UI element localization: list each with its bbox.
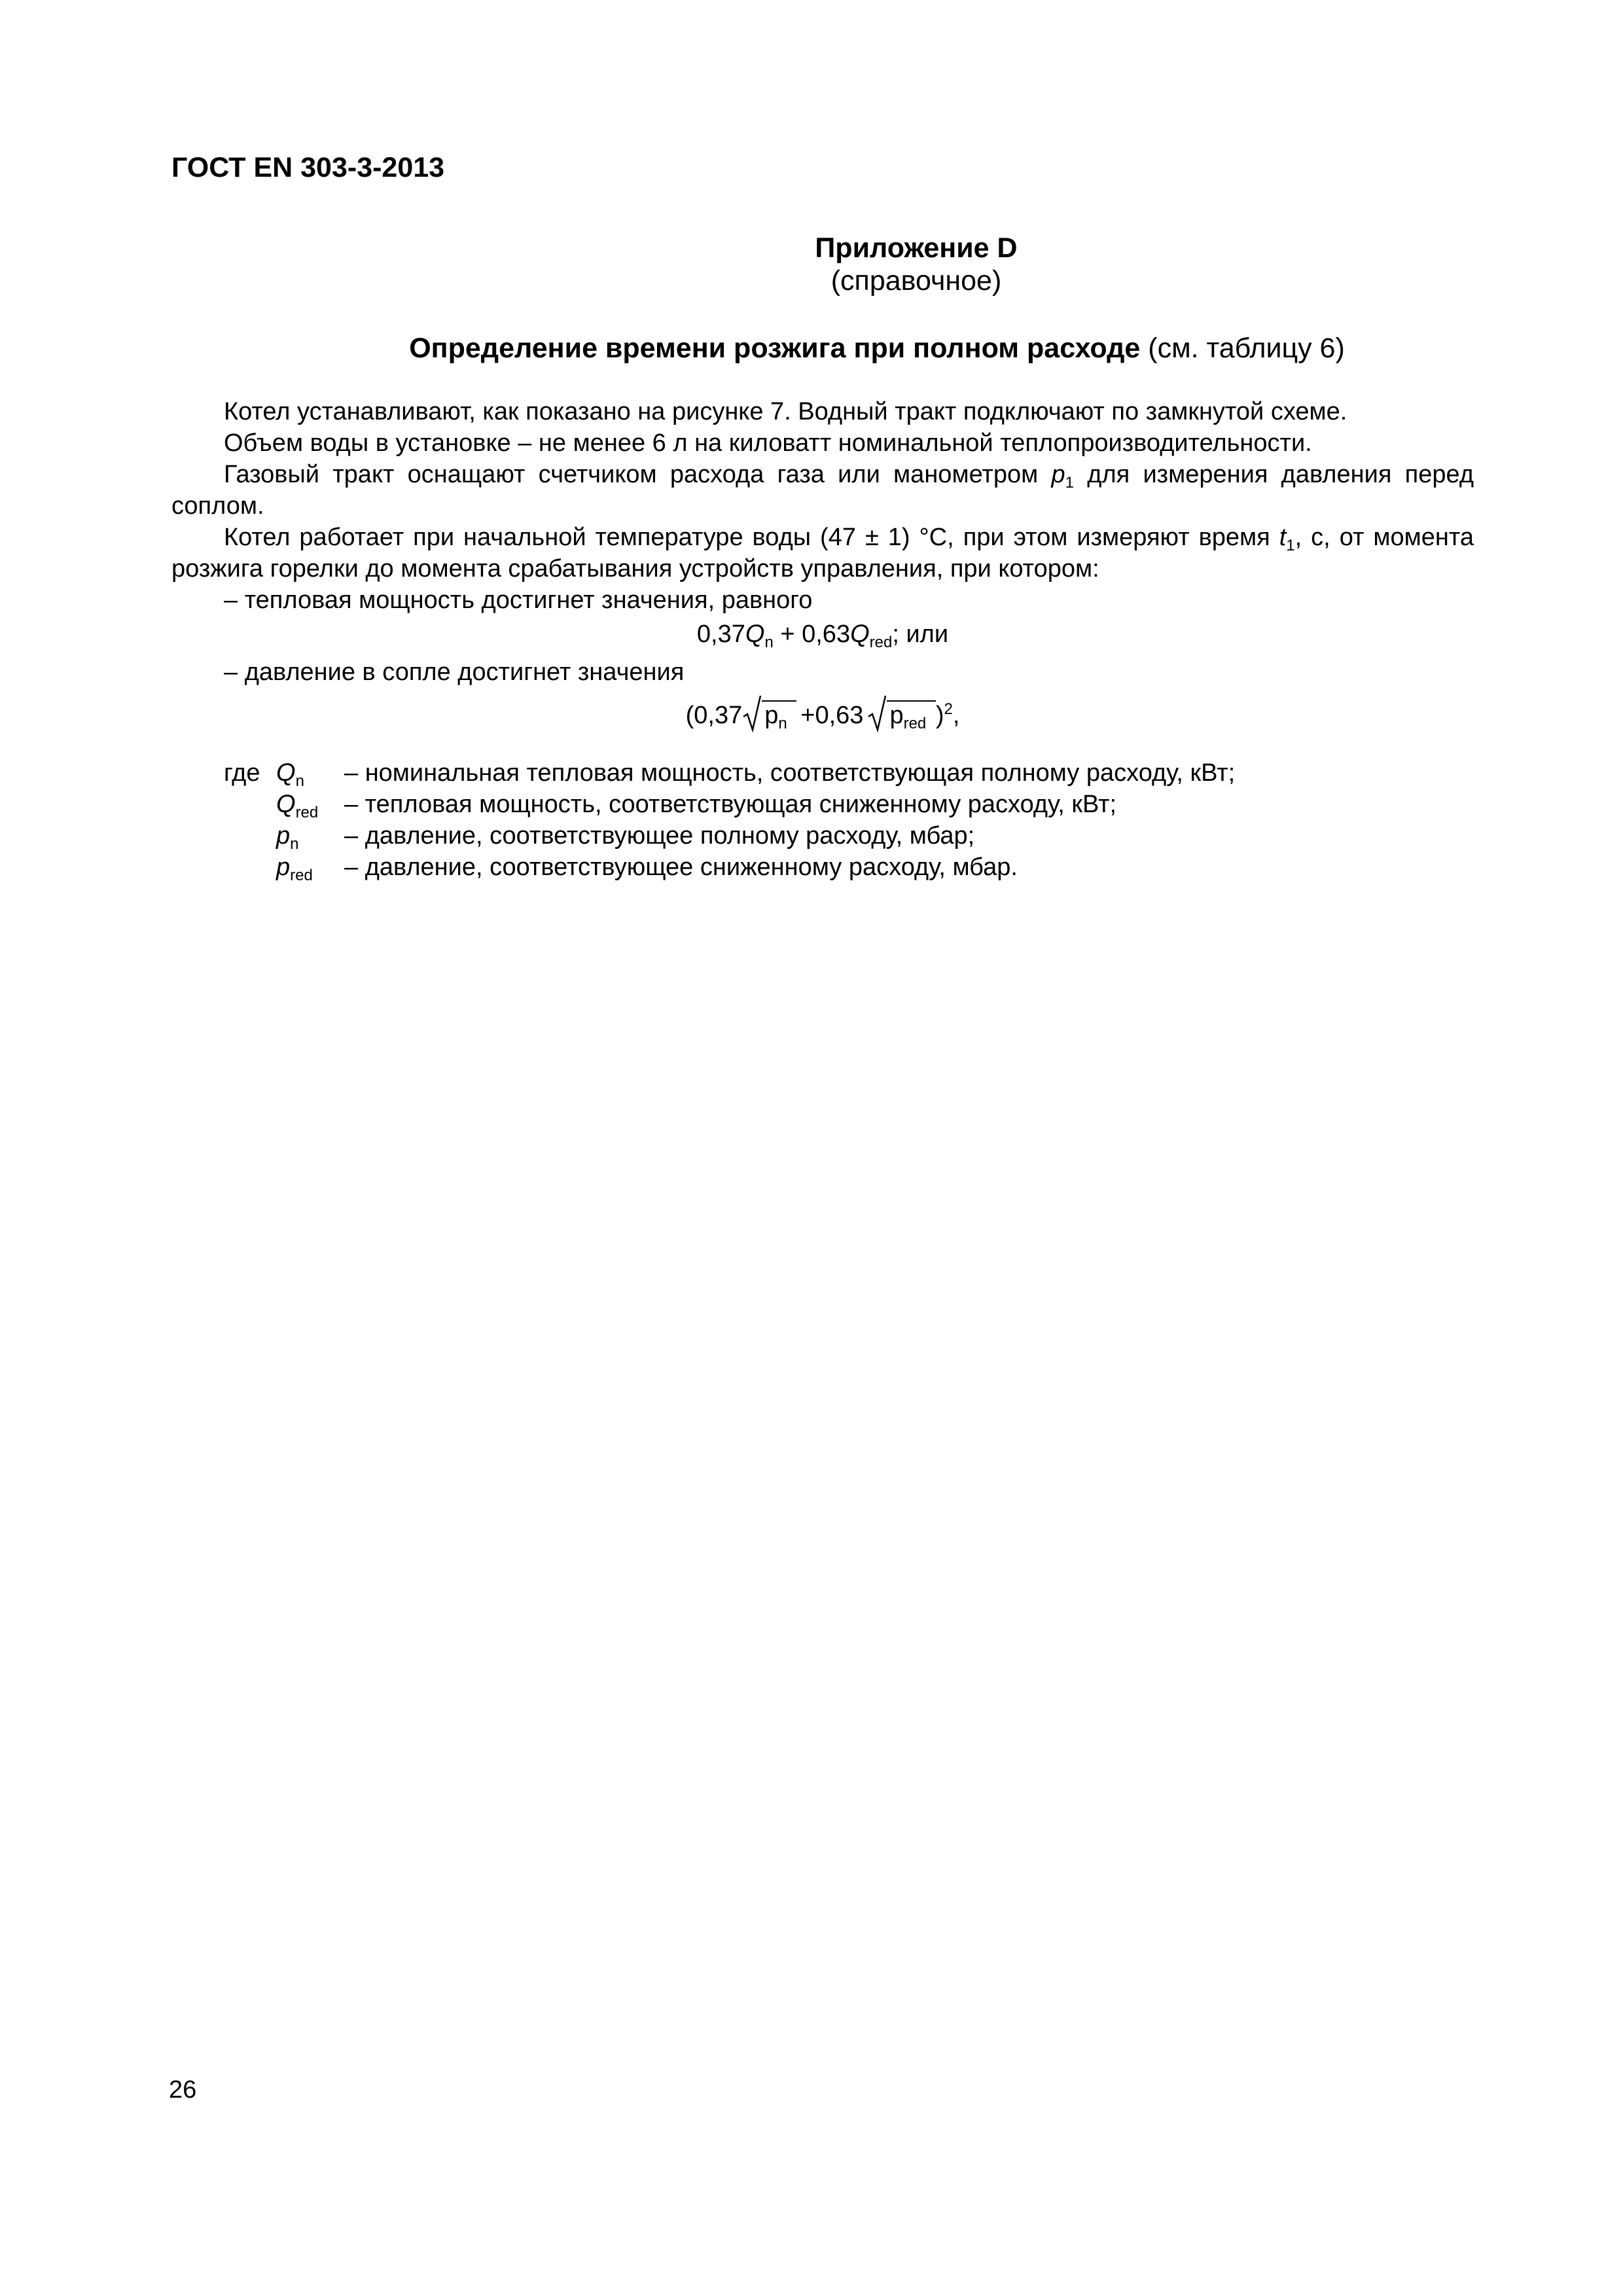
- annex-title-text: Приложение D: [815, 232, 1018, 264]
- paragraph-3: [171, 459, 1474, 522]
- legend-symbol: [276, 820, 344, 852]
- paragraph-4-subscript: 1: [1286, 537, 1295, 554]
- paragraph-4: [171, 522, 1474, 584]
- list-item-2: – давление в сопле достигнет значения: [224, 658, 685, 686]
- paragraph-3-after: для измерения давления перед соплом.: [171, 461, 1474, 520]
- paragraph-3-subscript: 1: [1065, 474, 1074, 492]
- annex-subtitle-text: (справочное): [830, 265, 1002, 296]
- paragraph-1: Котел устанавливают, как показано на рисунке 7. Водный тракт подключают по замкнутой схеме.: [224, 398, 1347, 425]
- legend-description: – давление, соответствующее полному расходу, мбар;: [344, 822, 975, 850]
- formula-2-op: +0,63: [800, 702, 864, 729]
- section-title: [0, 332, 1623, 365]
- formula-1-sub-2: red: [869, 634, 893, 651]
- sqrt-radicand-2: [887, 700, 935, 732]
- annex-title: [0, 232, 1623, 264]
- legend-symbol-main: Q: [276, 759, 296, 787]
- formula-2-radicand-2: p: [889, 702, 904, 729]
- section-title-bold: Определение времени розжига при полном расходе: [409, 332, 1141, 364]
- formula-2-open: (0,37: [685, 702, 743, 729]
- formula-1-sub-1: n: [764, 634, 774, 651]
- list-item-1: – тепловая мощность достигнет значения, равного: [224, 586, 813, 614]
- formula-2-tail: ,: [952, 702, 960, 729]
- legend-symbol-main: p: [276, 853, 291, 881]
- formula-2-radicand-1-sub: n: [778, 715, 787, 732]
- formula-1: [171, 619, 1474, 650]
- legend-row: [171, 852, 1474, 883]
- paragraph-4-after: , с, от момента розжига горелки до момента срабатывания устройств управления, при котором:: [171, 524, 1474, 583]
- formula-1-sym-1: Q: [745, 620, 765, 648]
- formula-1-sym-2: Q: [850, 620, 870, 648]
- formula-1-op: + 0,63: [773, 620, 851, 648]
- legend-row: [171, 820, 1474, 852]
- sqrt-radicand-1: [762, 700, 796, 732]
- formula-2-radicand-2-sub: red: [903, 715, 927, 732]
- legend-row: [171, 757, 1474, 789]
- legend-symbol-main: p: [276, 822, 291, 850]
- formula-2-close: ): [935, 702, 944, 729]
- legend-description: – тепловая мощность, соответствующая сниженному расходу, кВт;: [344, 791, 1117, 818]
- formula-1-coef: 0,37: [696, 620, 745, 648]
- formula-2-radicand-1: p: [764, 702, 779, 729]
- page-number: 26: [169, 2076, 197, 2104]
- legend-symbol: [276, 789, 344, 820]
- document-body: [171, 396, 1474, 883]
- standard-code-header: ГОСТ EN 303-3-2013: [171, 152, 445, 183]
- paragraph-2: Объем воды в установке – не менее 6 л на киловатт номинальной теплопроизводительности.: [224, 429, 1312, 457]
- formula-2: [171, 694, 1474, 740]
- legend-where: где: [224, 759, 260, 787]
- legend-symbol-sub: red: [290, 867, 313, 884]
- paragraph-4-before: Котел работает при начальной температуре воды (47 ± 1) °С, при этом измеряют время: [224, 524, 1279, 551]
- formula-2-exponent: 2: [944, 700, 953, 718]
- legend-symbol-sub: n: [290, 835, 299, 853]
- paragraph-3-symbol: p: [1051, 461, 1065, 488]
- section-title-inner: [409, 332, 1345, 365]
- legend-row: [171, 789, 1474, 820]
- symbol-legend: [171, 757, 1474, 883]
- paragraph-4-symbol: t: [1279, 524, 1287, 551]
- paragraph-3-before: Газовый тракт оснащают счетчиком расхода газа или манометром: [224, 461, 1052, 488]
- legend-symbol-sub: n: [295, 772, 304, 790]
- legend-symbol: [276, 757, 344, 789]
- legend-symbol-sub: red: [295, 804, 319, 821]
- formula-1-tail: ; или: [892, 620, 949, 648]
- legend-symbol: [276, 852, 344, 883]
- legend-description: – номинальная тепловая мощность, соответствующая полному расходу, кВт;: [344, 759, 1236, 787]
- section-title-ref: (см. таблицу 6): [1140, 332, 1345, 364]
- sqrt-icon-2: [867, 694, 887, 740]
- annex-subtitle: [0, 265, 1623, 297]
- sqrt-icon-1: [742, 694, 762, 740]
- legend-description: – давление, соответствующее сниженному расходу, мбар.: [344, 853, 1018, 881]
- legend-symbol-main: Q: [276, 791, 296, 818]
